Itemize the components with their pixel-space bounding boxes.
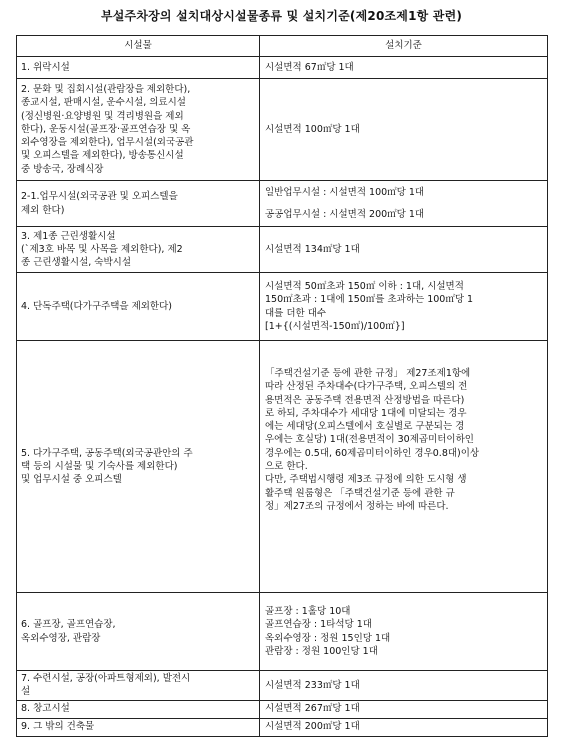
facility-text-line: 종 근린생활시설, 숙박시설 <box>21 257 132 269</box>
standard-text-line: 시설면적 100㎡당 1대 <box>265 123 360 135</box>
standard-text-line: 시설면적 267㎡당 1대 <box>265 703 360 715</box>
facility-cell <box>17 273 260 341</box>
facility-cell <box>17 718 260 736</box>
standard-text-line: 다만, 주택법시행령 제3조 규정에 의한 도시형 생 <box>265 474 467 486</box>
table-row <box>17 700 548 718</box>
facility-cell <box>17 671 260 701</box>
header-facility: 시설물 <box>17 36 260 57</box>
standard-text-line: 에는 세대당(오피스텔에서 호실별로 구분되는 경 <box>265 421 465 433</box>
standard-text-line: 경우에는 0.5대, 60제곱미터이하인 경우0.8대)이상 <box>265 447 480 459</box>
facility-text-line: (`제3호 바목 및 사목을 제외한다), 제2 <box>21 243 183 255</box>
standard-cell <box>260 227 548 273</box>
standard-text-line: 골프연습장 : 1타석당 1대 <box>265 619 372 631</box>
standard-text-line: 시설면적 200㎡당 1대 <box>265 721 360 733</box>
table-row <box>17 57 548 79</box>
facility-text-line: 중 방송국, 장례식장 <box>21 163 104 175</box>
facility-text-line: 5. 다가구주택, 공동주택(외국공관안의 주 <box>21 447 193 459</box>
table-row <box>17 227 548 273</box>
facility-text-line: 1. 위락시설 <box>21 61 70 73</box>
standard-text-line: 으로 한다. <box>265 461 308 473</box>
standard-text-line: 정」제27조의 규정에서 정하는 바에 따른다. <box>265 500 449 512</box>
standard-text-line: 로 하되, 주차대수가 세대당 1대에 미달되는 경우 <box>265 407 467 419</box>
table-row <box>17 273 548 341</box>
standard-text-line: 시설면적 50㎡초과 150㎡ 이하 : 1대, 시설면적 <box>265 280 464 292</box>
facility-text-line: (정신병원·요양병원 및 격리병원을 제외 <box>21 110 184 122</box>
facility-text-line: 택 등의 시설물 및 기숙사를 제외한다) <box>21 460 178 472</box>
table-row <box>17 718 548 736</box>
standard-text-line: 공공업무시설 : 시설면적 200㎡당 1대 <box>265 208 425 220</box>
facility-cell <box>17 593 260 671</box>
facility-text-line: 8. 창고시설 <box>21 703 70 715</box>
facility-cell <box>17 57 260 79</box>
standard-text-line: [1+{(시설면적-150㎡)/100㎡}] <box>265 320 405 332</box>
standard-cell <box>260 593 548 671</box>
table-row <box>17 181 548 227</box>
standard-cell <box>260 181 548 227</box>
facility-text-line: 한다), 운동시설(골프장·골프연습장 및 옥 <box>21 123 191 135</box>
facility-text-line: 6. 골프장, 골프연습장, <box>21 619 116 631</box>
facility-text-line: 2. 문화 및 집회시설(관람장을 제외한다), <box>21 83 191 95</box>
parking-standards-table <box>16 35 548 737</box>
standard-text-line: 일반업무시설 : 시설면적 100㎡당 1대 <box>265 187 425 199</box>
table-row <box>17 671 548 701</box>
standard-cell <box>260 341 548 593</box>
facility-text-line: 종교시설, 판매시설, 운수시설, 의료시설 <box>21 97 186 109</box>
facility-text-line: 4. 단독주택(다가구주택을 제외한다) <box>21 300 172 312</box>
facility-text-line: 설 <box>21 686 31 698</box>
facility-cell <box>17 227 260 273</box>
standard-cell <box>260 79 548 181</box>
standard-text-line: 옥외수영장 : 정원 15인당 1대 <box>265 632 391 644</box>
standard-text-line: 「주택건설기준 등에 관한 규정」 제27조제1항에 <box>265 368 471 379</box>
standard-text-line: 골프장 : 1홀당 10대 <box>265 605 351 617</box>
facility-text-line: 9. 그 밖의 건축물 <box>21 721 95 733</box>
standard-text-line: 용면적은 공동주택 전용면적 산정방법을 따른다) <box>265 394 465 406</box>
facility-text-line: 제외 한다) <box>21 204 65 216</box>
facility-text-line: 3. 제1종 근린생활시설 <box>21 230 116 242</box>
facility-text-line: 2-1.업무시설(외국공관 및 오피스텔을 <box>21 191 178 203</box>
standard-text-line: 우에는 호실당) 1대(전용면적이 30제곱미터이하인 <box>265 434 474 446</box>
page-title: 부설주차장의 설치대상시설물종류 및 설치기준(제20조제1항 관련) <box>100 9 463 23</box>
standard-cell <box>260 700 548 718</box>
table-row <box>17 79 548 181</box>
standard-text-line: 시설면적 233㎡당 1대 <box>265 679 360 691</box>
facility-cell <box>17 700 260 718</box>
standard-text-line: 대를 더한 대수 <box>265 307 327 319</box>
standard-text-line: 따라 산정된 주차대수(다가구주택, 오피스텔의 전 <box>265 381 468 393</box>
facility-text-line: 7. 수련시설, 공장(아파트형제외), 발전시 <box>21 673 191 684</box>
facility-text-line: 및 오피스텔을 제외한다), 방송통신시설 <box>21 150 184 162</box>
standard-text-line: 관람장 : 정원 100인당 1대 <box>265 645 378 657</box>
standard-text-line: 150㎡초과 : 1대에 150㎡를 초과하는 100㎡당 1 <box>265 294 474 306</box>
standard-text-line: 시설면적 134㎡당 1대 <box>265 243 360 255</box>
standard-text-line: 시설면적 67㎡당 1대 <box>265 61 354 73</box>
facility-text-line: 외수영장을 제외한다), 업무시설(외국공관 <box>21 137 194 149</box>
facility-text-line: 및 업무시설 중 오피스텔 <box>21 474 122 486</box>
facility-cell <box>17 341 260 593</box>
facility-cell <box>17 79 260 181</box>
standard-cell <box>260 57 548 79</box>
facility-text-line: 옥외수영장, 관람장 <box>21 632 101 644</box>
facility-cell <box>17 181 260 227</box>
standard-cell <box>260 671 548 701</box>
standard-cell <box>260 718 548 736</box>
standard-text-line: 활주택 원룸형은 「주택건설기준 등에 관한 규 <box>265 487 455 499</box>
header-standard: 설치기준 <box>260 36 548 57</box>
table-row <box>17 593 548 671</box>
table-row <box>17 341 548 593</box>
standard-cell <box>260 273 548 341</box>
table-header-row <box>17 36 548 57</box>
